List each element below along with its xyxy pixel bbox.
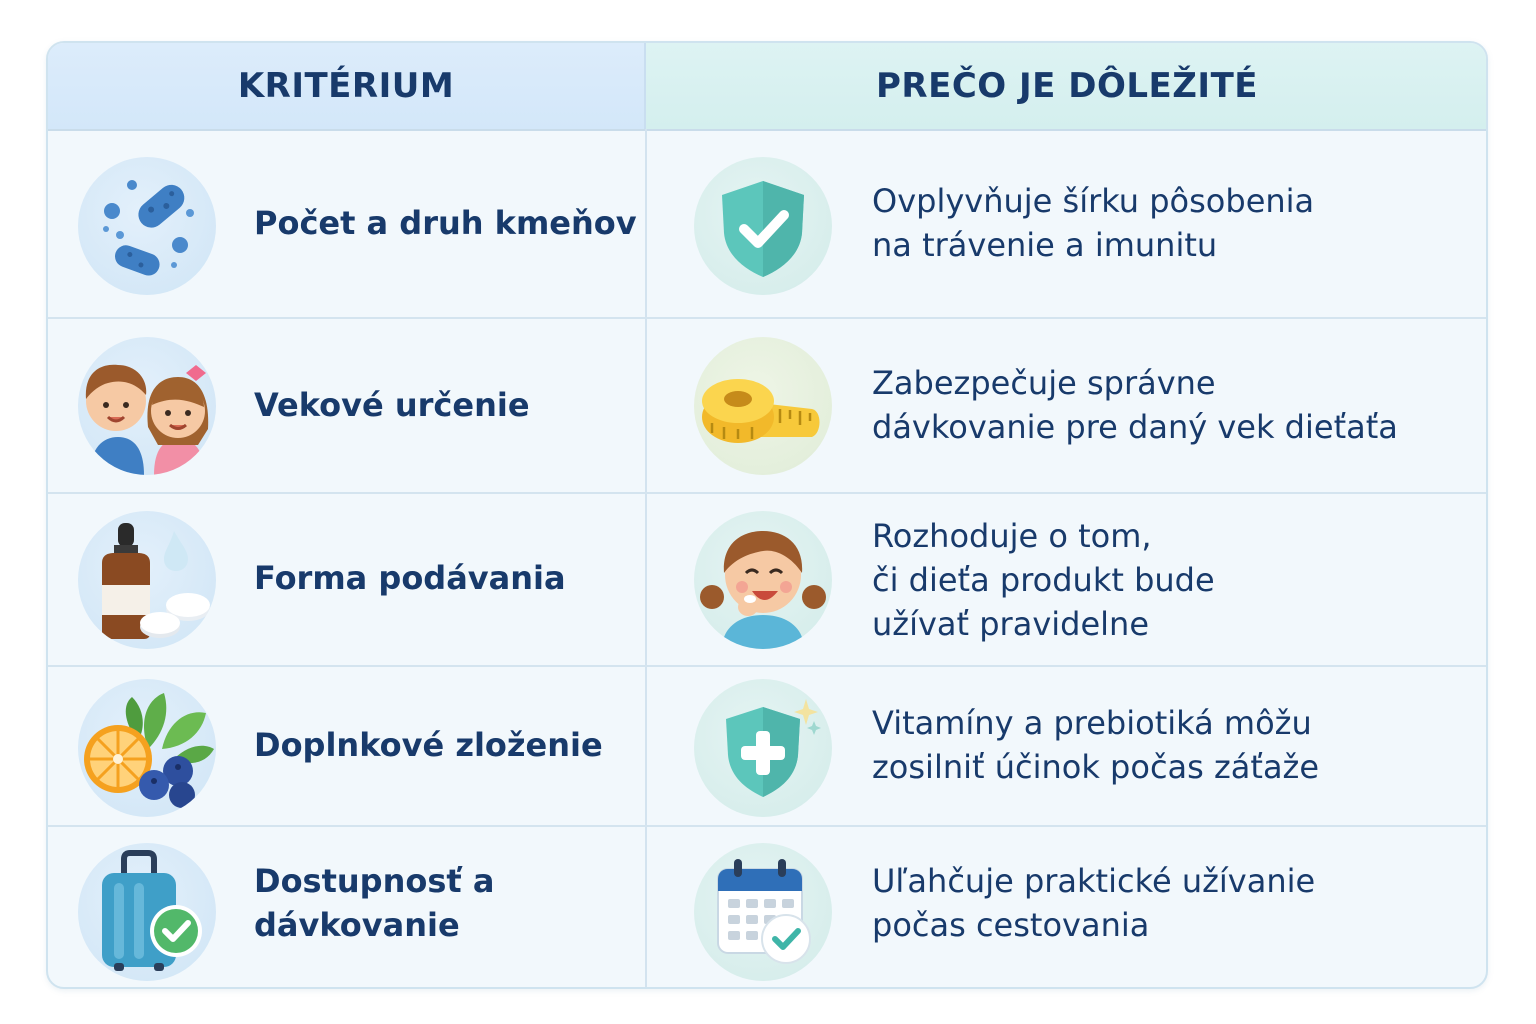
reason-text <box>872 514 1215 646</box>
reason-line: Uľahčuje praktické užívanie <box>872 862 1316 900</box>
reason-text <box>872 859 1315 947</box>
reason-text <box>872 361 1398 449</box>
criterion-line: dávkovanie <box>254 906 460 944</box>
table-row <box>48 492 1486 665</box>
shield-check-icon <box>694 157 832 295</box>
criterion-text <box>254 859 494 947</box>
criterion-text <box>254 201 637 245</box>
dropper-bottle-tablets-icon <box>78 511 216 649</box>
table-row <box>48 131 1486 317</box>
reason-line: Zabezpečuje správne <box>872 364 1216 402</box>
reason-line: počas cestovania <box>872 906 1150 944</box>
comparison-table <box>46 41 1488 989</box>
criterion-line: Doplnkové zloženie <box>254 726 603 764</box>
measuring-tape-icon <box>694 337 832 475</box>
child-taking-tablet-icon <box>694 511 832 649</box>
criterion-line: Dostupnosť a <box>254 862 495 900</box>
reason-line: či dieťa produkt bude <box>872 561 1215 599</box>
reason-text <box>872 179 1314 267</box>
criterion-line: Počet a druh kmeňov <box>254 204 637 242</box>
calendar-check-icon <box>694 843 832 981</box>
header-criterion: KRITÉRIUM <box>48 43 646 129</box>
reason-line: Rozhoduje o tom, <box>872 517 1152 555</box>
table-row <box>48 665 1486 825</box>
criterion-line: Vekové určenie <box>254 386 530 424</box>
reason-line: Ovplyvňuje šírku pôsobenia <box>872 182 1315 220</box>
table-row <box>48 825 1486 989</box>
header-why-important: PREČO JE DÔLEŽITÉ <box>646 43 1488 129</box>
reason-line: na trávenie a imunitu <box>872 226 1218 264</box>
bacteria-icon <box>78 157 216 295</box>
criterion-text <box>254 723 603 767</box>
shield-plus-icon <box>694 679 832 817</box>
suitcase-check-icon <box>78 843 216 981</box>
criterion-text <box>254 383 530 427</box>
reason-line: dávkovanie pre daný vek dieťaťa <box>872 408 1398 446</box>
orange-blueberries-icon <box>78 679 216 817</box>
reason-line: Vitamíny a prebiotiká môžu <box>872 704 1312 742</box>
table-row <box>48 317 1486 492</box>
criterion-line: Forma podávania <box>254 559 566 597</box>
reason-line: zosilniť účinok počas záťaže <box>872 748 1320 786</box>
reason-text <box>872 701 1319 789</box>
reason-line: užívať pravidelne <box>872 605 1149 643</box>
criterion-text <box>254 556 566 600</box>
children-icon <box>78 337 216 475</box>
